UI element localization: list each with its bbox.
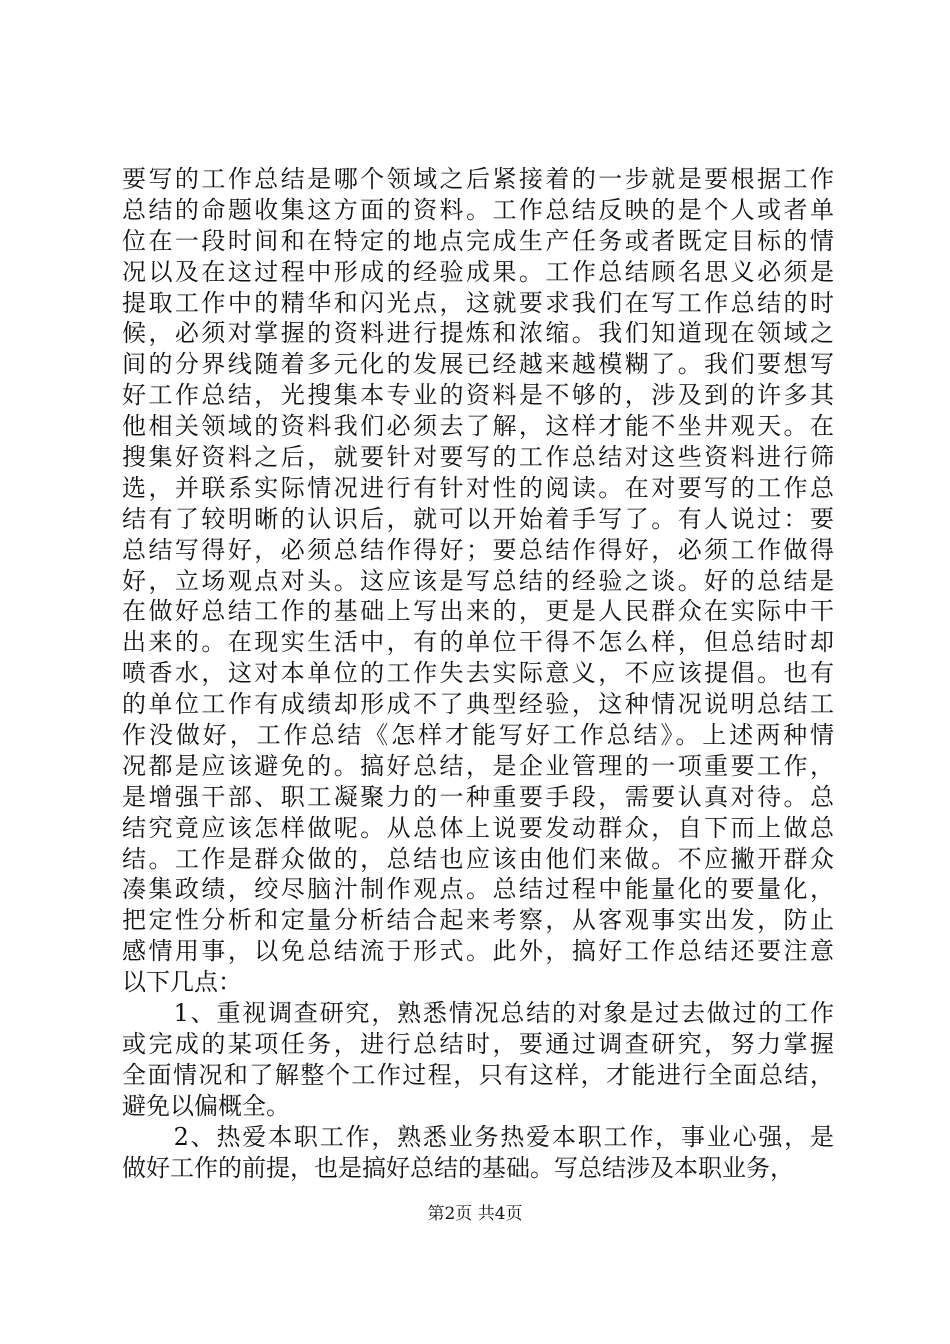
text-line: 感情用事，以免总结流于形式。此外，搞好工作总结还要注意 <box>122 937 834 966</box>
page-footer: 第2页 共4页 <box>427 1204 523 1224</box>
text-line: 以下几点： <box>122 968 242 997</box>
text-line: 喷香水，这对本单位的工作失去实际意义，不应该提倡。也有 <box>122 659 834 688</box>
text-line: 要写的工作总结是哪个领域之后紧接着的一步就是要根据工作 <box>122 165 834 193</box>
text-line: 好，立场观点对头。这应该是写总结的经验之谈。好的总结是 <box>122 566 834 595</box>
text-line: 好工作总结，光搜集本专业的资料是不够的，涉及到的许多其 <box>122 381 834 410</box>
text-line: 总结写得好，必须总结作得好；要总结作得好，必须工作做得 <box>122 535 834 564</box>
text-line: 在做好总结工作的基础上写出来的，更是人民群众在实际中干 <box>122 597 834 626</box>
text-line: 全面情况和了解整个工作过程，只有这样，才能进行全面总结， <box>122 1060 834 1089</box>
text-line: 结。工作是群众做的，总结也应该由他们来做。不应撇开群众 <box>122 844 834 873</box>
text-line: 结有了较明晰的认识后，就可以开始着手写了。有人说过：要 <box>122 504 834 533</box>
text-line: 2、热爱本职工作，熟悉业务热爱本职工作，事业心强，是 <box>122 1122 834 1151</box>
text-line: 结究竟应该怎样做呢。从总体上说要发动群众，自下而上做总 <box>122 813 834 842</box>
text-line: 提取工作中的精华和闪光点，这就要求我们在写工作总结的时 <box>122 288 834 317</box>
text-line: 凑集政绩，绞尽脑汁制作观点。总结过程中能量化的要量化， <box>122 875 834 904</box>
text-line: 或完成的某项任务，进行总结时，要通过调查研究，努力掌握 <box>122 1029 834 1058</box>
body-text <box>122 164 834 1183</box>
text-line: 作没做好，工作总结《怎样才能写好工作总结》。上述两种情 <box>122 721 834 750</box>
text-line: 间的分界线随着多元化的发展已经越来越模糊了。我们要想写 <box>122 350 834 379</box>
text-line: 总结的命题收集这方面的资料。工作总结反映的是个人或者单 <box>122 195 834 224</box>
text-line: 他相关领域的资料我们必须去了解，这样才能不坐井观天。在 <box>122 412 834 441</box>
text-line: 况都是应该避免的。搞好总结，是企业管理的一项重要工作， <box>122 751 834 780</box>
text-line: 的单位工作有成绩却形成不了典型经验，这种情况说明总结工 <box>122 690 834 719</box>
text-line: 位在一段时间和在特定的地点完成生产任务或者既定目标的情 <box>122 226 834 255</box>
text-line: 出来的。在现实生活中，有的单位干得不怎么样，但总结时却 <box>122 628 834 657</box>
text-line: 选，并联系实际情况进行有针对性的阅读。在对要写的工作总 <box>122 473 834 502</box>
text-line: 搜集好资料之后，就要针对要写的工作总结对这些资料进行筛 <box>122 443 834 472</box>
text-line: 避免以偏概全。 <box>122 1091 290 1120</box>
text-line: 候，必须对掌握的资料进行提炼和浓缩。我们知道现在领域之 <box>122 319 834 348</box>
text-line: 1、重视调查研究，熟悉情况总结的对象是过去做过的工作 <box>122 999 834 1028</box>
text-line: 况以及在这过程中形成的经验成果。工作总结顾名思义必须是 <box>122 257 834 286</box>
text-line: 把定性分析和定量分析结合起来考察，从客观事实出发，防止 <box>122 906 834 935</box>
text-line: 是增强干部、职工凝聚力的一种重要手段，需要认真对待。总 <box>122 782 834 811</box>
text-line: 做好工作的前提，也是搞好总结的基础。写总结涉及本职业务， <box>122 1153 794 1182</box>
